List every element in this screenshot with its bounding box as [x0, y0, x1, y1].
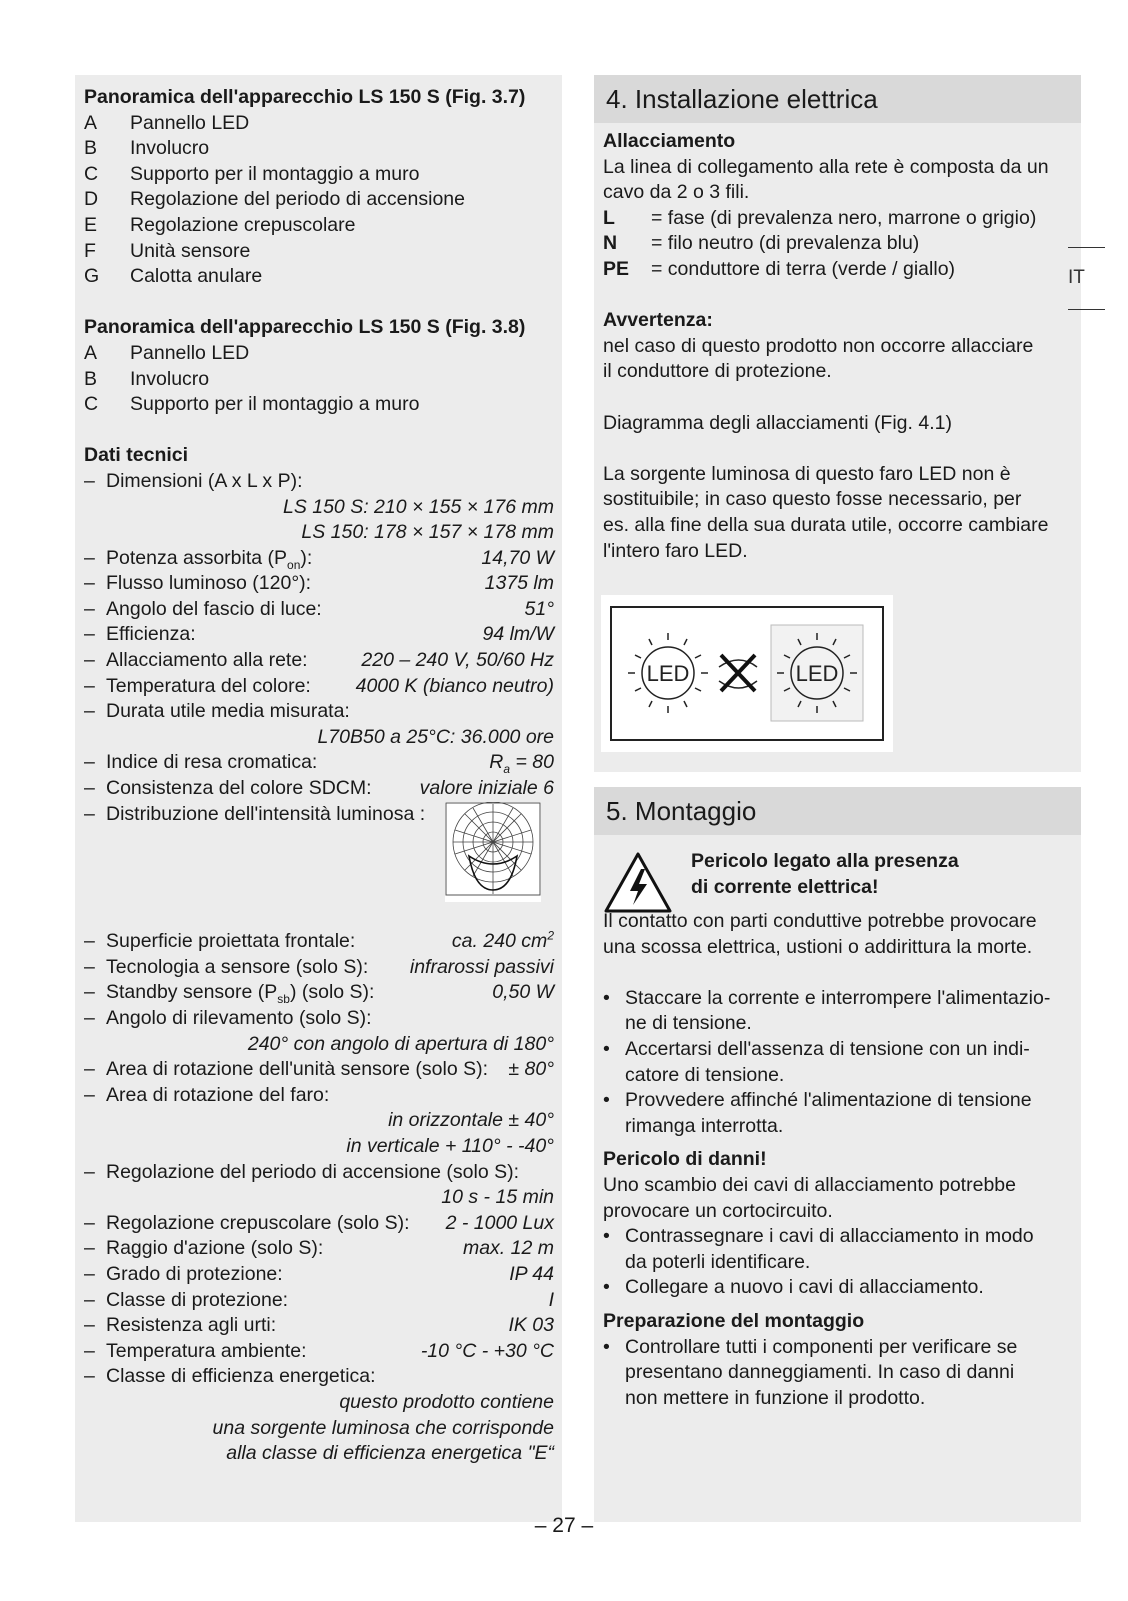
item-text: Calotta anulare	[130, 265, 263, 288]
list-item: • Staccare la corrente e interrompere l'alimentazio- ne di tensione.	[603, 986, 1051, 1035]
spec-energy-line1: questo prodotto contiene	[339, 1390, 554, 1413]
spec-energy-line2: una sorgente luminosa che corrisponde	[212, 1416, 554, 1439]
section5-content	[603, 909, 1075, 1411]
spec-dimensions: – Dimensioni (A x L x P):	[84, 469, 303, 492]
high-voltage-warning-icon	[603, 851, 673, 915]
spec-impact: – Resistenza agli urti: IK 03	[84, 1314, 554, 1337]
overview2-list	[84, 341, 554, 418]
item-text: Pannello LED	[130, 111, 250, 134]
item-text: Unità sensore	[130, 239, 251, 262]
section-mounting	[594, 787, 1081, 1522]
spec-power: – Potenza assorbita $(P_{on})$: 14,70 W	[84, 546, 554, 572]
warning-text-2: il conduttore di protezione.	[603, 360, 832, 383]
spec-ip: – Grado di protezione: IP 44	[84, 1262, 554, 1285]
warning-title: Avvertenza:	[603, 309, 713, 332]
item-text: Supporto per il montaggio a muro	[130, 162, 420, 185]
led-text-4: l'intero faro LED.	[603, 539, 748, 562]
led-label-left: LED	[646, 661, 690, 686]
diagram-title: Diagramma degli allacciamenti (Fig. 4.1)	[603, 411, 952, 434]
spec-color-temp: – Temperatura del colore: 4000 K (bianco neutro)	[84, 674, 554, 697]
item-text: Involucro	[130, 367, 210, 390]
item-letter: D	[84, 188, 99, 211]
spec-energy-line3: alla classe di efficienza energetica "E“	[226, 1442, 554, 1465]
connection-text-1: La linea di collegamento alla rete è composta da un	[603, 155, 1049, 178]
list-item	[84, 239, 554, 265]
spec-mains: – Allacciamento alla rete: 220 – 240 V, 50/60 Hz	[84, 649, 554, 672]
list-item	[84, 111, 554, 137]
list-item	[84, 392, 554, 418]
list-item: • Contrassegnare i cavi di allacciamento in modo da poterli identificare.	[603, 1225, 1034, 1273]
page-number: – 27 –	[534, 1514, 594, 1537]
list-item: • Provvedere affinché l'alimentazione di tensione rimanga interrotta.	[603, 1089, 1032, 1137]
item-text: Regolazione del periodo di accensione	[130, 188, 465, 211]
danger-title-2: di corrente elettrica!	[691, 875, 879, 898]
spec-time-value: 10 s - 15 min	[441, 1186, 554, 1209]
damage-text-1: Uno scambio dei cavi di allacciamento potrebbe	[603, 1173, 1016, 1196]
led-label-right: LED	[795, 661, 839, 686]
list-item	[84, 136, 554, 162]
list-item	[84, 367, 554, 393]
damage-title: Pericolo di danni!	[603, 1148, 767, 1171]
led-text-2: sostituibile; in caso questo fosse necessario, per	[603, 488, 1022, 511]
spec-sensor-tech: – Tecnologia a sensore (solo S): infrarossi passivi	[84, 955, 554, 978]
item-letter: C	[84, 162, 99, 185]
spec-energy: – Classe di efficienza energetica:	[84, 1365, 376, 1388]
item-letter: E	[84, 213, 98, 236]
item-letter: F	[84, 239, 96, 262]
section4-title: 4. Installazione elettrica	[594, 75, 1081, 123]
connection-title: Allacciamento	[603, 130, 736, 152]
list-item	[84, 213, 554, 239]
spec-detection: – Angolo di rilevamento (solo S):	[84, 1007, 372, 1029]
list-item: • Accertarsi dell'assenza di tensione con un indi- catore di tensione.	[603, 1037, 1030, 1086]
item-text: Regolazione crepuscolare	[130, 213, 356, 236]
item-letter: C	[84, 393, 99, 416]
light-distribution-diagram	[445, 802, 541, 902]
led-text-1: La sorgente luminosa di questo faro LED non è	[603, 462, 1011, 485]
spec-efficiency: – Efficienza: 94 lm/W	[84, 623, 554, 646]
item-text: Involucro	[130, 137, 210, 160]
danger-title-1: Pericolo legato alla presenza	[691, 850, 959, 872]
tech-title: Dati tecnici	[84, 444, 189, 467]
item-letter: B	[84, 137, 98, 160]
list-item	[84, 264, 554, 290]
danger-text-2: una scossa elettrica, ustioni o addirittura la morte.	[603, 935, 1033, 958]
item-letter: G	[84, 265, 100, 288]
connection-text-2: cavo da 2 o 3 fili.	[603, 181, 750, 204]
list-item	[84, 341, 554, 367]
spec-beam: – Angolo del fascio di luce: 51°	[84, 597, 554, 620]
led-not-replaceable-diagram	[601, 595, 893, 752]
spec-time: – Regolazione del periodo di accensione (solo S):	[84, 1160, 520, 1183]
spec-detection-value: 240° con angolo di apertura di 180°	[247, 1032, 554, 1055]
language-label: IT	[1068, 267, 1085, 288]
led-text-3: es. alla fine della sua durata utile, occorre cambiare	[603, 513, 1049, 536]
list-item: • Collegare a nuovo i cavi di allacciamento.	[603, 1276, 984, 1299]
wire-row: L = fase (di prevalenza nero, marrone o grigio)	[603, 206, 1037, 229]
list-item	[84, 162, 554, 188]
spec-distribution: – Distribuzione dell'intensità luminosa :	[84, 802, 426, 825]
left-column	[75, 75, 562, 1522]
prep-title: Preparazione del montaggio	[603, 1309, 865, 1332]
spec-lamp-rotation-v: in verticale + 110° - -40°	[346, 1134, 554, 1157]
spec-sdcm: – Consistenza del colore SDCM: valore iniziale 6	[84, 777, 554, 800]
spec-lamp-rotation: – Area di rotazione del faro:	[84, 1083, 330, 1106]
spec-surface: – Superficie proiettata frontale: ca. 240 $cm^2$	[84, 928, 554, 953]
spec-dimensions-ls150: LS 150: 178 × 157 × 178 mm	[301, 521, 554, 544]
damage-text-2: provocare un cortocircuito.	[603, 1199, 833, 1222]
spec-cri: – Indice di resa cromatica: $R_a = 80$	[84, 751, 554, 777]
list-item	[84, 187, 554, 213]
overview1-list	[84, 111, 554, 290]
item-text: Pannello LED	[130, 341, 250, 364]
section-electrical-installation	[594, 75, 1081, 772]
wire-row: N = filo neutro (di prevalenza blu)	[603, 232, 920, 255]
language-tab	[1068, 247, 1128, 311]
spec-dimensions-ls150s: LS 150 S: 210 × 155 × 176 mm	[282, 495, 554, 518]
left-content	[84, 85, 554, 1467]
spec-lifetime-value: L70B50 a 25°C: 36.000 ore	[317, 725, 554, 748]
section5-title: 5. Montaggio	[594, 787, 1081, 835]
overview2-title: Panoramica dell'apparecchio LS 150 S (Fig. 3.8)	[84, 316, 526, 339]
spec-flux: – Flusso luminoso (120°): 1375 lm	[84, 572, 554, 595]
warning-text-1: nel caso di questo prodotto non occorre allacciare	[603, 334, 1034, 357]
spec-twilight: – Regolazione crepuscolare (solo S): 2 - 1000 Lux	[84, 1211, 554, 1234]
spec-range: – Raggio d'azione (solo S): max. 12 m	[84, 1237, 554, 1260]
item-text: Supporto per il montaggio a muro	[130, 393, 420, 416]
item-letter: B	[84, 367, 98, 390]
danger-text-1: Il contatto con parti conduttive potrebbe provocare	[603, 910, 1037, 932]
spec-class: – Classe di protezione: I	[84, 1288, 554, 1311]
list-item: • Controllare tutti i componenti per verificare se presentano danneggiamenti. In caso di danni non mettere in funzione il prodotto.	[603, 1335, 1018, 1409]
spec-sensor-rotation: – Area di rotazione dell'unità sensore (solo S): ± 80°	[84, 1058, 554, 1081]
spec-ambient: – Temperatura ambiente: -10 °C - +30 °C	[84, 1339, 554, 1362]
item-letter: A	[84, 341, 98, 364]
item-letter: A	[84, 111, 98, 134]
spec-lifetime: – Durata utile media misurata:	[84, 700, 350, 723]
overview1-title: Panoramica dell'apparecchio LS 150 S (Fig. 3.7)	[84, 86, 526, 108]
wire-row: PE = conduttore di terra (verde / giallo)	[603, 257, 956, 280]
section4-content	[603, 129, 1075, 564]
spec-standby: – Standby sensore $(P_{sb})$ (solo S): 0,50 W	[84, 981, 554, 1007]
spec-lamp-rotation-h: in orizzontale ± 40°	[388, 1109, 554, 1132]
